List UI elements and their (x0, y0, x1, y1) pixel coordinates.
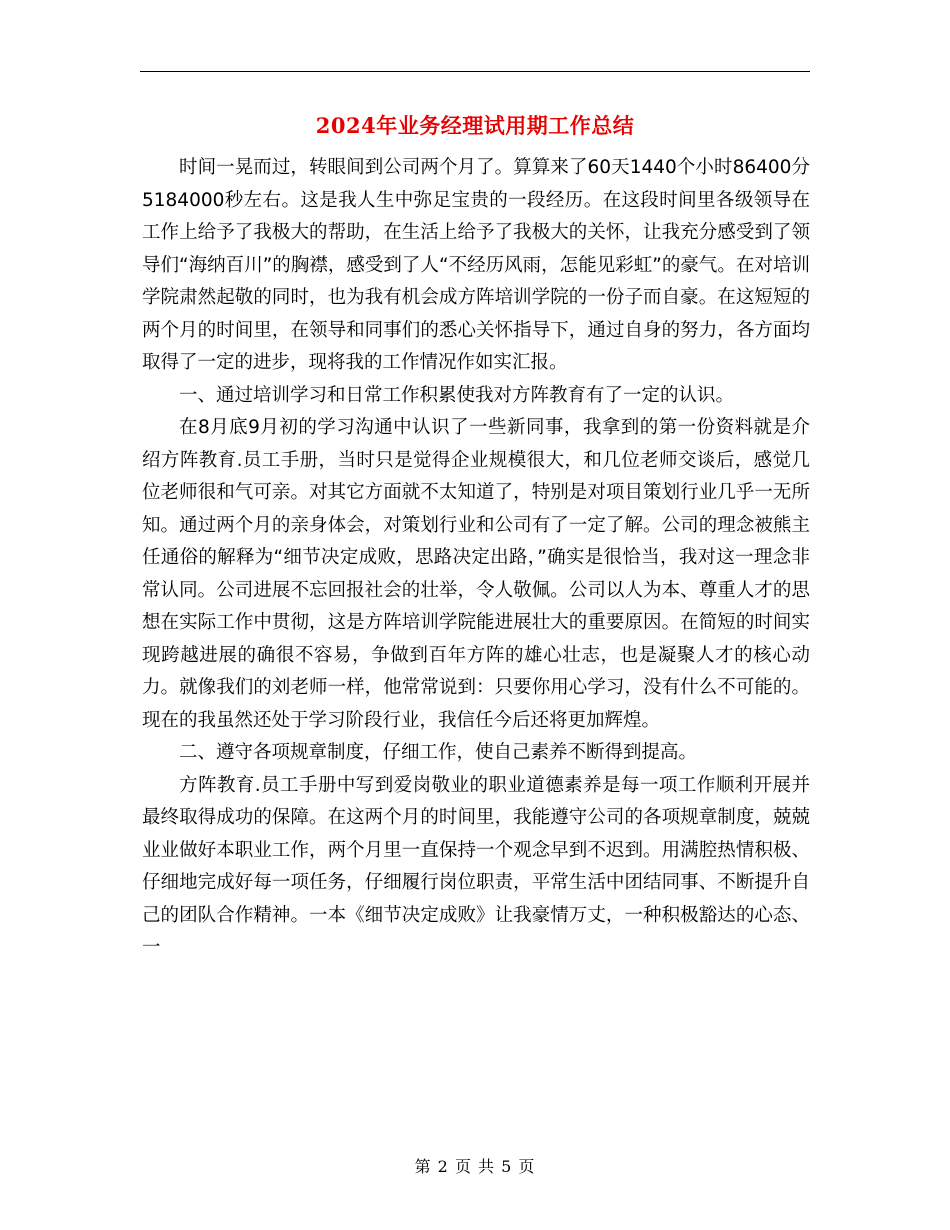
paragraph-intro: 时间一晃而过，转眼间到公司两个月了。算算来了60天1440个小时86400分5184000秒左右。这是我人生中弥足宝贵的一段经历。在这段时间里各级领导在工作上给予了我极大的帮助，在生活上给予了我极大的关怀，让我充分感受到了领导们“海纳百川”的胸襟，感受到了人“不经历风雨，怎能见彩虹”的豪气。在对培训学院肃然起敬的同时，也为我有机会成方阵培训学院的一份子而自豪。在这短短的两个月的时间里，在领导和同事们的悉心关怀指导下，通过自身的努力，各方面均取得了一定的进步，现将我的工作情况作如实汇报。 (142, 157, 810, 373)
header-rule (140, 71, 810, 72)
section-heading-2: 二、遵守各项规章制度，仔细工作，使自己素养不断得到提高。 (179, 742, 698, 763)
paragraph-section-1: 在8月底9月初的学习沟通中认识了一些新同事，我拿到的第一份资料就是介绍方阵教育.员工手册，当时只是觉得企业规模很大，和几位老师交谈后，感觉几位老师很和气可亲。对其它方面就不太知道了，特别是对项目策划行业几乎一无所知。通过两个月的亲身体会，对策划行业和公司有了一定了解。公司的理念被熊主任通俗的解释为“细节决定成败，思路决定出路，”确实是很恰当，我对这一理念非常认同。公司进展不忘回报社会的壮举，令人敬佩。公司以人为本、尊重人才的思想在实际工作中贯彻，这是方阵培训学院能进展壮大的重要原因。在简短的时间实现跨越进展的确很不容易，争做到百年方阵的雄心壮志，也是凝聚人才的核心动力。就像我们的刘老师一样，他常常说到：只要你用心学习，没有什么不可能的。现在的我虽然还处于学习阶段行业，我信任今后还将更加辉煌。 (142, 417, 810, 731)
section-heading-1: 一、通过培训学习和日常工作积累使我对方阵教育有了一定的认识。 (179, 384, 735, 406)
page-footer: 第 2 页 共 5 页 (414, 1157, 536, 1176)
paragraph-section-2: 方阵教育.员工手册中写到爱岗敬业的职业道德素养是每一项工作顺利开展并最终取得成功的保障。在这两个月的时间里，我能遵守公司的各项规章制度，兢兢业业做好本职业工作，两个月里一直保持一个观念早到不迟到。用满腔热情积极、仔细地完成好每一项任务，仔细履行岗位职责，平常生活中团结同事、不断提升自己的团队合作精神。一本《细节决定成败》让我豪情万丈，一种积极豁达的心态、一 (142, 774, 810, 958)
document-body (142, 152, 810, 965)
document-title: 2024年业务经理试用期工作总结 (315, 113, 635, 138)
